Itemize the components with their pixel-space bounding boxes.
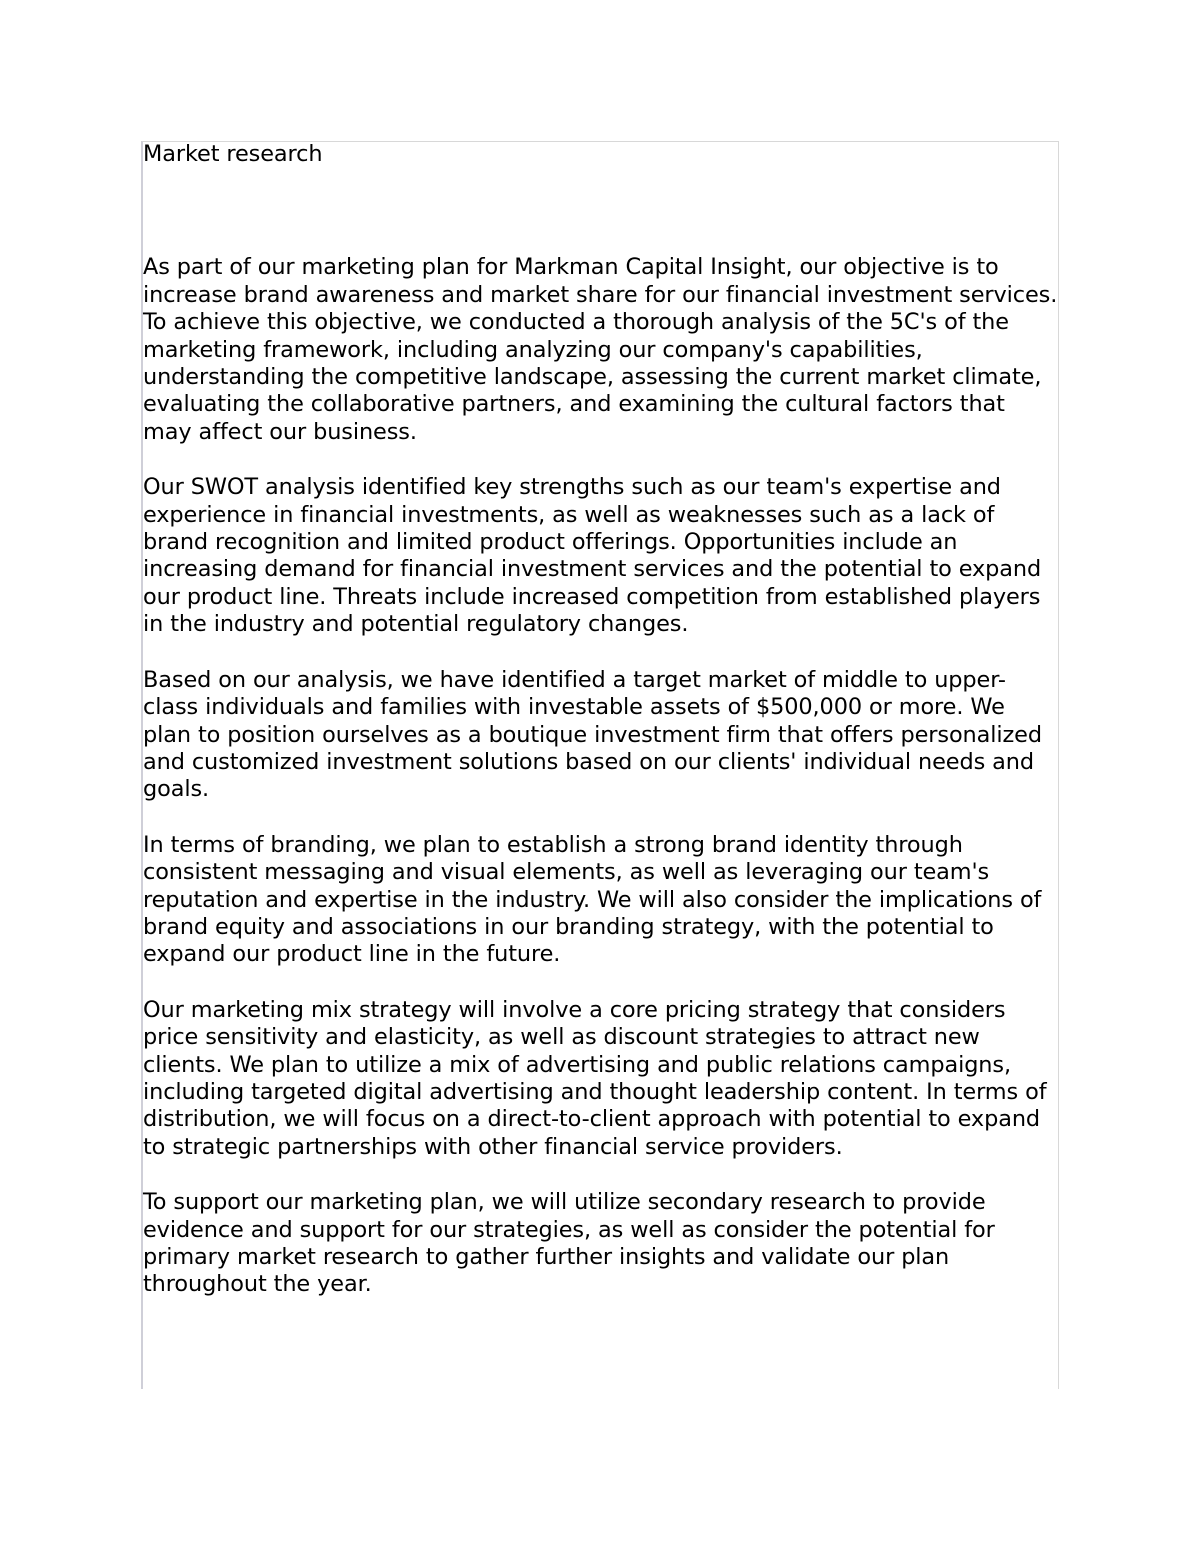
paragraph-target-market: Based on our analysis, we have identified a target market of middle to upper-class individuals and families with investable assets of $500,000 or more. We plan to position ourselves as a boutique investment firm that offers personalized and customized investment solutions based on our clients' individual needs and goals. (143, 666, 1042, 803)
paragraph-branding: In terms of branding, we plan to establish a strong brand identity through consistent messaging and visual elements, as well as leveraging our team's reputation and expertise in the industry. We will also consider the implications of brand equity and associations in our branding strategy, with the potential to expand our product line in the future. (143, 831, 1042, 968)
paragraph-swot: Our SWOT analysis identified key strengths such as our team's expertise and experience in financial investments, as well as weaknesses such as a lack of brand recognition and limited product offerings. Opportunities include an increasing demand for financial investment services and the potential to expand our product line. Threats include increased competition from established players in the industry and potential regulatory changes. (143, 474, 1042, 638)
paragraph-research-support: To support our marketing plan, we will utilize secondary research to provide evidence and support for our strategies, as well as consider the potential for primary market research to gather further insights and validate our plan throughout the year. (143, 1189, 995, 1298)
paragraph-objective: As part of our marketing plan for Markman Capital Insight, our objective is to increase brand awareness and market share for our financial investment services. To achieve this objective, we conducted a thorough analysis of the 5C's of the marketing framework, including analyzing our company's capabilities, understanding the competitive landscape, assessing the current market climate, evaluating the collaborative partners, and examining the cultural factors that may affect our business. (143, 254, 1058, 445)
title-spacer (143, 168, 1059, 254)
document-body (143, 141, 1059, 1327)
document-title: Market research (143, 141, 323, 167)
paragraph-marketing-mix: Our marketing mix strategy will involve a core pricing strategy that considers price sensitivity and elasticity, as well as discount strategies to attract new clients. We plan to utilize a mix of advertising and public relations campaigns, including targeted digital advertising and thought leadership content. In terms of distribution, we will focus on a direct-to-client approach with potential to expand to strategic partnerships with other financial service providers. (143, 996, 1047, 1160)
